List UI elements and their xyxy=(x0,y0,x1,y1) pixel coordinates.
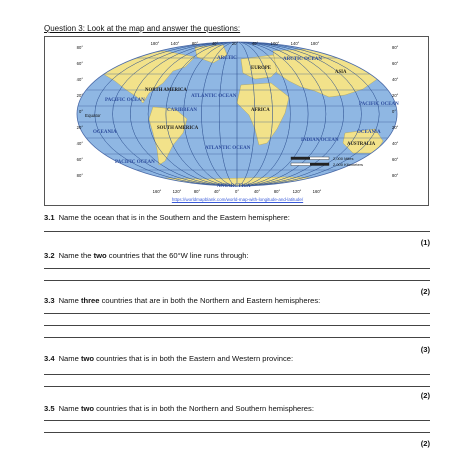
answer-line[interactable] xyxy=(44,313,430,314)
longitude-label: 180° xyxy=(150,41,160,46)
north-atlantic-label: ATLANTIC OCEAN xyxy=(191,94,237,99)
answer-line[interactable] xyxy=(44,432,430,433)
question-number: 3.1 xyxy=(44,213,55,222)
question-number: 3.4 xyxy=(44,354,55,363)
longitude-label: 80° xyxy=(191,41,199,46)
marks-label: (3) xyxy=(420,345,430,354)
top-longitude-labels xyxy=(151,41,320,46)
right-latitude-labels xyxy=(392,45,399,178)
latitude-label: 40° xyxy=(76,77,83,82)
world-map xyxy=(45,37,430,207)
question-3-5 xyxy=(44,404,430,452)
marks-label: (2) xyxy=(420,391,430,400)
longitude-label: 0° xyxy=(234,189,240,194)
question-3-4 xyxy=(44,354,430,402)
bottom-longitude-labels xyxy=(153,189,322,194)
longitude-label: 140° xyxy=(170,41,180,46)
question-text: 3.2 Name the two countries that the 60°W line runs through: xyxy=(44,251,249,260)
answer-line[interactable] xyxy=(44,325,430,326)
longitude-label: 160° xyxy=(312,189,322,194)
longitude-label: 40° xyxy=(211,41,219,46)
north-pacific-label: PACIFIC OCEAN xyxy=(105,98,145,103)
latitude-label: 80° xyxy=(76,173,83,178)
answer-line[interactable] xyxy=(44,268,430,269)
question-number: 3.3 xyxy=(44,296,55,305)
answer-line[interactable] xyxy=(44,231,430,232)
caribbean-label: CARIBBEAN xyxy=(167,108,198,113)
longitude-label: 40° xyxy=(251,41,259,46)
longitude-label: 80° xyxy=(193,189,201,194)
arctic-label-1: ARCTIC xyxy=(217,56,237,61)
longitude-label: 80° xyxy=(273,189,281,194)
map-credit-link[interactable]: https://worldmapblank.com/world-map-with-longitude-and-latitude/ xyxy=(171,197,304,202)
latitude-label: 0° xyxy=(78,109,83,114)
question-text: 3.1 Name the ocean that is in the Southern and the Eastern hemisphere: xyxy=(44,213,290,222)
question-text: 3.5 Name two countries that is in both the Northern and Southern hemispheres: xyxy=(44,404,314,413)
latitude-label: 40° xyxy=(76,141,83,146)
question-number: 3.5 xyxy=(44,404,55,413)
marks-label: (2) xyxy=(420,287,430,296)
latitude-label: 80° xyxy=(392,45,399,50)
asia-label: ASIA xyxy=(335,70,347,75)
longitude-label: 180° xyxy=(310,41,320,46)
longitude-label: 40° xyxy=(213,189,221,194)
oceania-right-label: OCEANIA xyxy=(357,130,381,135)
arctic-label-2: ARCTIC OCEAN xyxy=(283,57,323,62)
longitude-label: 40° xyxy=(253,189,261,194)
question-3-3 xyxy=(44,296,430,356)
latitude-label: 40° xyxy=(392,77,399,82)
question-3-2 xyxy=(44,251,430,295)
question-text: 3.4 Name two countries that is in both the Eastern and Western province: xyxy=(44,354,294,363)
latitude-label: 60° xyxy=(76,61,83,66)
question-3-1 xyxy=(44,213,430,247)
longitude-label: 120° xyxy=(172,189,182,194)
scale-km-label: 2,000 Kilometers xyxy=(333,162,364,167)
latitude-label: 20° xyxy=(76,125,83,130)
antarctica-label: ANTARCTICA xyxy=(217,184,251,189)
latitude-label: 0° xyxy=(392,109,397,114)
longitude-label: 140° xyxy=(290,41,300,46)
africa-label: AFRICA xyxy=(251,108,270,113)
longitude-label: 120° xyxy=(292,189,302,194)
answer-line[interactable] xyxy=(44,280,430,281)
europe-label: EUROPE xyxy=(251,66,271,71)
marks-label: (1) xyxy=(420,238,430,247)
latitude-label: 80° xyxy=(392,173,399,178)
marks-label: (2) xyxy=(420,439,430,448)
pacific-right-label: PACIFIC OCEAN xyxy=(359,102,399,107)
longitude-label: 160° xyxy=(152,189,162,194)
longitude-label: 100° xyxy=(270,41,280,46)
answer-line[interactable] xyxy=(44,374,430,375)
north-america-label: NORTH AMERICA xyxy=(145,88,187,93)
latitude-label: 20° xyxy=(392,93,399,98)
australia-label: AUSTRALIA xyxy=(347,142,376,147)
latitude-label: 20° xyxy=(76,93,83,98)
answer-line[interactable] xyxy=(44,386,430,387)
scale-miles-label: 2,000 Miles xyxy=(333,156,354,161)
latitude-label: 80° xyxy=(76,45,83,50)
indian-ocean-label: INDIAN OCEAN xyxy=(301,138,339,143)
answer-line[interactable] xyxy=(44,337,430,338)
latitude-label: 40° xyxy=(392,141,399,146)
longitude-label: 20° xyxy=(231,41,239,46)
world-map-frame xyxy=(44,36,429,206)
latitude-label: 60° xyxy=(76,157,83,162)
question-number: 3.2 xyxy=(44,251,55,260)
question-text: 3.3 Name three countries that are in both the Northern and Eastern hemispheres: xyxy=(44,296,321,305)
question-heading: Question 3: Look at the map and answer the questions: xyxy=(44,24,241,33)
south-america-label: SOUTH AMERICA xyxy=(157,126,199,131)
south-pacific-label: PACIFIC OCEAN xyxy=(115,160,155,165)
latitude-label: 20° xyxy=(392,125,399,130)
equator-label: Equator xyxy=(85,113,101,118)
latitude-label: 60° xyxy=(392,157,399,162)
south-atlantic-label: ATLANTIC OCEAN xyxy=(205,146,251,151)
answer-line[interactable] xyxy=(44,420,430,421)
oceania-left-label: OCEANIA xyxy=(93,130,117,135)
latitude-label: 60° xyxy=(392,61,399,66)
